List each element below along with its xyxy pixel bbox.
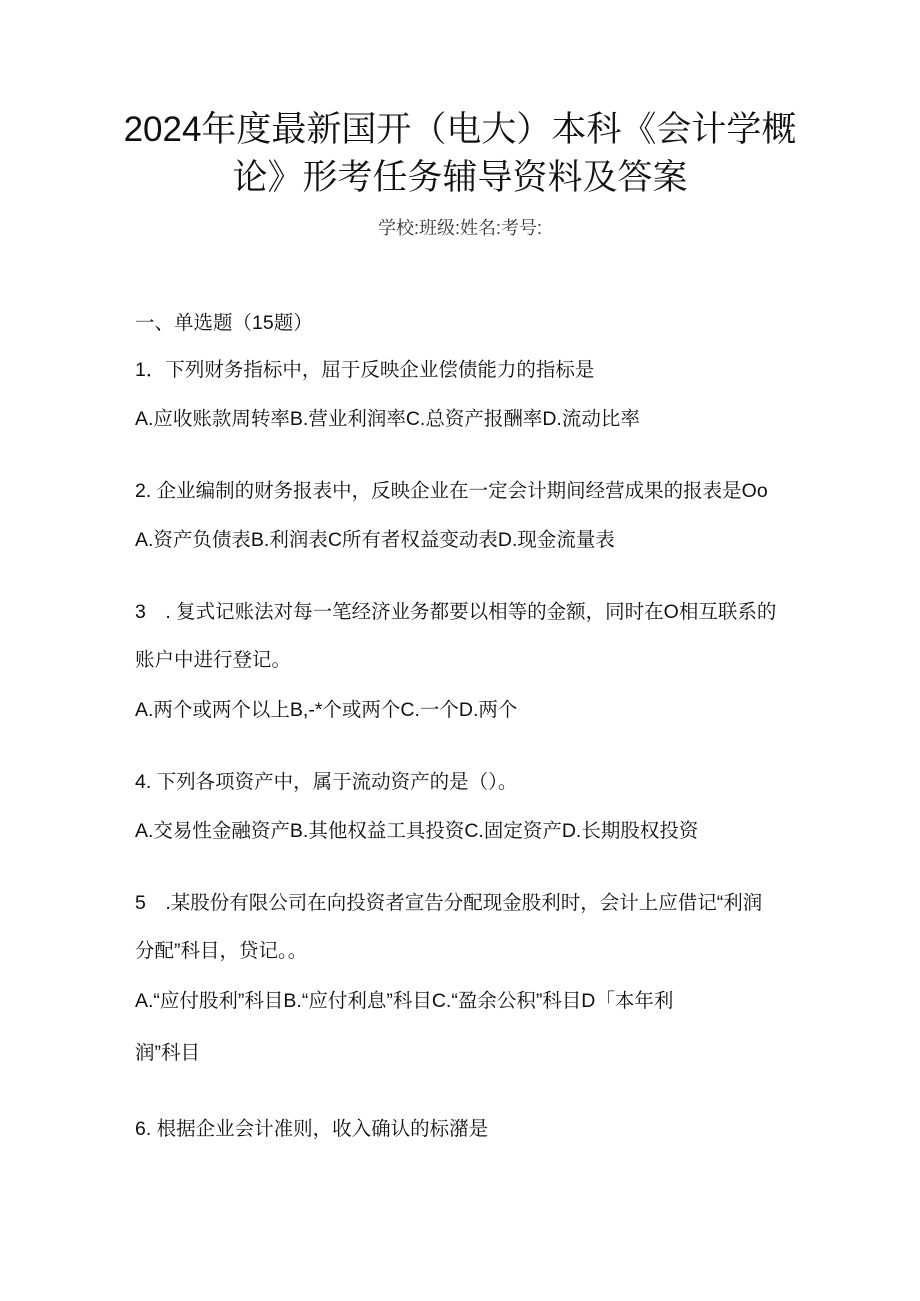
question-5: 5 .某股份有限公司在向投资者宣告分配现金股利时，会计上应借记“利润: [135, 892, 763, 914]
section-heading: 一、单选题（15题）: [135, 312, 313, 334]
student-info-line: 学校:班级:姓名:考号:: [377, 218, 542, 238]
question-1: 1．下列财务指标中，屈于反映企业偿债能力的指标是: [135, 359, 595, 381]
question-4: 4. 下列各项资产中，属于流动资产的是（）。: [135, 771, 518, 793]
question-5-cont: 分配”科目，贷记。。: [135, 940, 308, 962]
question-2: 2. 企业编制的财务报表中，反映企业在一定会计期间经营成果的报表是Oo: [135, 480, 768, 502]
question-6: 6. 根据企业会计准则，收入确认的标潴是: [135, 1118, 489, 1140]
question-2-options: A.资产负债表B.利润表C所有者权益变动表D.现金流量表: [135, 529, 615, 551]
document-title-line-2: 论》形考任务辅导资料及答案: [232, 158, 688, 197]
question-3-options: A.两个或两个以上B,-*个或两个C.一个D.两个: [135, 699, 518, 721]
question-5-options-cont: 润”科目: [135, 1042, 200, 1064]
document-title-line-1: 2024年度最新国开（电大）本科《会计学概: [123, 110, 797, 149]
question-3-cont: 账户中进行登记。: [135, 649, 292, 671]
question-3: 3 . 复式记账法对每一笔经济业务都要以相等的金额，同时在O相互联系的: [135, 601, 777, 623]
question-4-options: A.交易性金融资产B.其他权益工具投资C.固定资产D.长期股权投资: [135, 820, 699, 842]
question-1-options: A.应收账款周转率B.营业利润率C.总资产报酬率D.流动比率: [135, 408, 640, 430]
question-5-options: A.“应付股利”科目B.“应付利息”科目C.“盈余公积”科目D「本年利: [135, 990, 674, 1012]
